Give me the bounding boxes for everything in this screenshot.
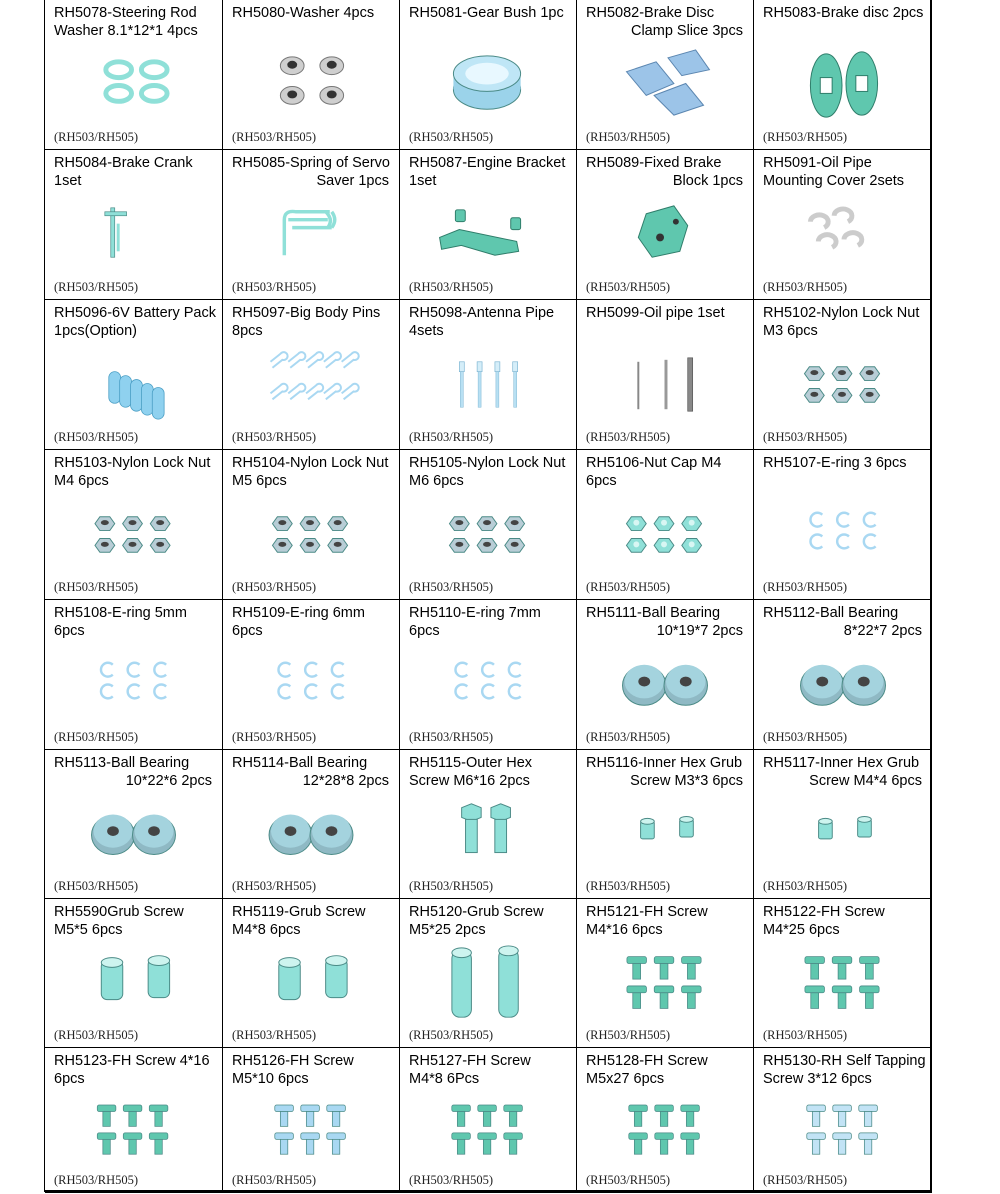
compatible-models: (RH503/RH505) xyxy=(232,430,317,444)
part-title-line-1: RH5110-E-ring 7mm xyxy=(409,605,541,621)
fh-screws-icon xyxy=(577,1092,753,1170)
parts-grid xyxy=(44,0,932,1192)
part-title-line-1: RH5106-Nut Cap M4 xyxy=(586,455,722,471)
part-title-line-2: 8*22*7 2pcs xyxy=(843,623,922,639)
compatible-models: (RH503/RH505) xyxy=(586,130,671,144)
part-title xyxy=(763,903,928,939)
compatible-models: (RH503/RH505) xyxy=(763,1028,848,1042)
part-title-line-1: RH5115-Outer Hex xyxy=(409,755,533,771)
part-title-line-2: 6pcs xyxy=(586,473,617,489)
compatible-models: (RH503/RH505) xyxy=(54,130,139,144)
part-cell xyxy=(45,150,223,300)
compatible-models: (RH503/RH505) xyxy=(54,280,139,294)
short-grub-icon xyxy=(577,794,753,876)
part-title-line-1: RH5127-FH Screw xyxy=(409,1053,531,1069)
compatible-models: (RH503/RH505) xyxy=(54,879,139,893)
compatible-models: (RH503/RH505) xyxy=(763,1173,848,1187)
antenna-pipe-icon xyxy=(400,344,576,427)
short-grub-icon xyxy=(754,794,932,876)
part-title-line-2: 8pcs xyxy=(232,323,263,339)
part-cell xyxy=(400,0,577,150)
part-cell xyxy=(577,750,754,899)
compatible-models: (RH503/RH505) xyxy=(54,1028,139,1042)
compatible-models: (RH503/RH505) xyxy=(763,430,848,444)
part-title xyxy=(409,4,572,22)
part-title xyxy=(586,604,749,640)
part-title xyxy=(54,154,218,190)
part-title xyxy=(409,604,572,640)
compatible-models: (RH503/RH505) xyxy=(586,879,671,893)
e-rings-icon xyxy=(223,644,399,727)
part-cell xyxy=(754,600,932,750)
part-title xyxy=(54,604,218,640)
part-title-line-1: RH5105-Nylon Lock Nut xyxy=(409,455,566,471)
spring-icon xyxy=(223,194,399,277)
part-title-line-2: M5*10 6pcs xyxy=(232,1071,309,1087)
part-title xyxy=(409,304,572,340)
part-cell xyxy=(400,1048,577,1193)
hex-screws-icon xyxy=(400,794,576,876)
compatible-models: (RH503/RH505) xyxy=(586,1173,671,1187)
lock-nuts-icon xyxy=(754,344,932,427)
part-title xyxy=(232,604,395,640)
part-title-line-1: RH5108-E-ring 5mm xyxy=(54,605,187,621)
part-title-line-2: 1pcs(Option) xyxy=(54,323,138,339)
part-title xyxy=(232,454,395,490)
compatible-models: (RH503/RH505) xyxy=(586,280,671,294)
part-cell xyxy=(754,1048,932,1193)
part-cell xyxy=(45,899,223,1048)
part-title-line-1: RH5116-Inner Hex Grub xyxy=(586,755,743,771)
compatible-models: (RH503/RH505) xyxy=(54,1173,139,1187)
part-title-line-1: RH5083-Brake disc 2pcs xyxy=(763,5,924,21)
part-cell xyxy=(45,750,223,899)
part-cell xyxy=(223,1048,400,1193)
compatible-models: (RH503/RH505) xyxy=(54,730,139,744)
part-title-line-1: RH5114-Ball Bearing xyxy=(232,755,368,771)
part-title-line-2: M5 6pcs xyxy=(232,473,287,489)
part-title xyxy=(586,454,749,490)
part-title-line-1: RH5096-6V Battery Pack xyxy=(54,305,216,321)
part-title-line-1: RH5117-Inner Hex Grub xyxy=(763,755,920,771)
brake-crank-icon xyxy=(45,194,222,277)
part-title-line-1: RH5078-Steering Rod xyxy=(54,5,197,21)
part-title-line-1: RH5097-Big Body Pins xyxy=(232,305,381,321)
part-cell xyxy=(223,600,400,750)
part-title-line-1: RH5089-Fixed Brake xyxy=(586,155,722,171)
compatible-models: (RH503/RH505) xyxy=(409,1173,494,1187)
part-title xyxy=(586,154,749,190)
part-title xyxy=(409,754,572,790)
compatible-models: (RH503/RH505) xyxy=(586,580,671,594)
part-title xyxy=(232,154,395,190)
part-cell xyxy=(223,150,400,300)
part-title xyxy=(232,4,395,22)
cup-washers-icon xyxy=(223,44,399,127)
brake-disc-icon xyxy=(754,44,932,127)
ball-bearings-icon xyxy=(223,794,399,876)
part-cell xyxy=(577,150,754,300)
part-title xyxy=(232,754,395,790)
part-title-line-2: M4*8 6Pcs xyxy=(409,1071,480,1087)
compatible-models: (RH503/RH505) xyxy=(409,730,494,744)
part-title-line-2: Clamp Slice 3pcs xyxy=(630,23,743,39)
part-title-line-1: RH5098-Antenna Pipe xyxy=(409,305,555,321)
part-cell xyxy=(577,899,754,1048)
battery-pack-icon xyxy=(45,344,222,427)
part-title xyxy=(54,4,218,40)
brake-block-icon xyxy=(577,194,753,277)
compatible-models: (RH503/RH505) xyxy=(586,730,671,744)
part-cell xyxy=(400,300,577,450)
engine-bracket-icon xyxy=(400,194,576,277)
compatible-models: (RH503/RH505) xyxy=(232,580,317,594)
part-cell xyxy=(754,0,932,150)
part-title-line-1: RH5080-Washer 4pcs xyxy=(232,5,375,21)
oil-pipe-icon xyxy=(577,344,753,427)
compatible-models: (RH503/RH505) xyxy=(763,130,848,144)
part-cell xyxy=(754,750,932,899)
part-title-line-2: Screw M4*4 6pcs xyxy=(809,773,922,789)
part-title xyxy=(763,304,928,340)
flat-washers-icon xyxy=(45,44,222,127)
part-title-line-2: Mounting Cover 2sets xyxy=(763,173,905,189)
part-title-line-2: 1set xyxy=(54,173,82,189)
part-title xyxy=(54,754,218,790)
part-title-line-1: RH5102-Nylon Lock Nut xyxy=(763,305,920,321)
compatible-models: (RH503/RH505) xyxy=(409,1028,494,1042)
lock-nuts-icon xyxy=(45,494,222,577)
part-title-line-1: RH5081-Gear Bush 1pc xyxy=(409,5,564,21)
part-title-line-2: M6 6pcs xyxy=(409,473,464,489)
part-title-line-2: Screw M6*16 2pcs xyxy=(409,773,530,789)
part-title-line-1: RH5085-Spring of Servo xyxy=(232,155,390,171)
part-cell xyxy=(400,750,577,899)
part-title xyxy=(586,1052,749,1088)
part-title-line-2: M5x27 6pcs xyxy=(586,1071,665,1087)
compatible-models: (RH503/RH505) xyxy=(232,1028,317,1042)
part-title xyxy=(763,1052,928,1088)
part-title-line-2: M4 6pcs xyxy=(54,473,109,489)
part-title xyxy=(232,1052,395,1088)
part-title-line-1: RH5123-FH Screw 4*16 xyxy=(54,1053,210,1069)
compatible-models: (RH503/RH505) xyxy=(586,1028,671,1042)
part-cell xyxy=(223,750,400,899)
part-title xyxy=(54,1052,218,1088)
part-title-line-1: RH5119-Grub Screw xyxy=(232,904,366,920)
part-cell xyxy=(45,1048,223,1193)
self-tapping-icon xyxy=(754,1092,932,1170)
compatible-models: (RH503/RH505) xyxy=(54,430,139,444)
compatible-models: (RH503/RH505) xyxy=(763,280,848,294)
part-title xyxy=(409,154,572,190)
part-title xyxy=(586,754,749,790)
lock-nuts-icon xyxy=(223,494,399,577)
compatible-models: (RH503/RH505) xyxy=(586,430,671,444)
compatible-models: (RH503/RH505) xyxy=(409,130,494,144)
part-cell xyxy=(45,450,223,600)
part-cell xyxy=(45,600,223,750)
part-title-line-1: RH5103-Nylon Lock Nut xyxy=(54,455,211,471)
part-title xyxy=(54,454,218,490)
part-title xyxy=(763,604,928,640)
part-title xyxy=(763,454,928,472)
part-title-line-2: M4*8 6pcs xyxy=(232,922,301,938)
part-title-line-1: RH5113-Ball Bearing xyxy=(54,755,190,771)
part-cell xyxy=(400,150,577,300)
e-rings-icon xyxy=(400,644,576,727)
part-cell xyxy=(45,0,223,150)
part-title xyxy=(232,304,395,340)
grub-screw-icon xyxy=(223,943,399,1025)
compatible-models: (RH503/RH505) xyxy=(409,580,494,594)
body-pins-icon xyxy=(223,344,399,427)
pipe-cover-icon xyxy=(754,194,932,277)
ball-bearings-icon xyxy=(577,644,753,727)
part-cell xyxy=(577,450,754,600)
part-title xyxy=(763,154,928,190)
part-title xyxy=(409,454,572,490)
part-title-line-1: RH5084-Brake Crank xyxy=(54,155,193,171)
fh-screws-icon xyxy=(754,943,932,1025)
part-title-line-1: RH5111-Ball Bearing xyxy=(586,605,721,621)
part-title xyxy=(586,903,749,939)
part-title-line-1: RH5128-FH Screw xyxy=(586,1053,708,1069)
compatible-models: (RH503/RH505) xyxy=(232,1173,317,1187)
part-cell xyxy=(400,899,577,1048)
part-cell xyxy=(45,300,223,450)
compatible-models: (RH503/RH505) xyxy=(409,430,494,444)
part-title-line-2: M4*25 6pcs xyxy=(763,922,840,938)
compatible-models: (RH503/RH505) xyxy=(232,730,317,744)
part-title xyxy=(232,903,395,939)
part-title-line-1: RH5112-Ball Bearing xyxy=(763,605,899,621)
lock-nuts-icon xyxy=(400,494,576,577)
part-title-line-1: RH5590Grub Screw xyxy=(54,904,184,920)
part-title-line-2: 10*22*6 2pcs xyxy=(125,773,212,789)
compatible-models: (RH503/RH505) xyxy=(763,879,848,893)
part-cell xyxy=(577,1048,754,1193)
fh-screws-icon xyxy=(400,1092,576,1170)
part-title-line-2: Washer 8.1*12*1 4pcs xyxy=(54,23,198,39)
part-cell xyxy=(577,600,754,750)
ball-bearings-icon xyxy=(45,794,222,876)
fh-screws-icon xyxy=(577,943,753,1025)
part-title xyxy=(409,903,572,939)
part-title-line-2: M5*25 2pcs xyxy=(409,922,486,938)
compatible-models: (RH503/RH505) xyxy=(232,280,317,294)
part-title-line-2: 6pcs xyxy=(232,623,263,639)
part-title-line-1: RH5091-Oil Pipe xyxy=(763,155,872,171)
part-title-line-2: 6pcs xyxy=(54,1071,85,1087)
part-title-line-2: M3 6pcs xyxy=(763,323,818,339)
nut-caps-icon xyxy=(577,494,753,577)
compatible-models: (RH503/RH505) xyxy=(232,879,317,893)
fh-screws-icon xyxy=(45,1092,222,1170)
compatible-models: (RH503/RH505) xyxy=(409,879,494,893)
part-title xyxy=(586,304,749,322)
part-cell xyxy=(577,300,754,450)
part-cell xyxy=(400,600,577,750)
fh-screws-blue-icon xyxy=(223,1092,399,1170)
part-title xyxy=(409,1052,572,1088)
part-cell xyxy=(223,0,400,150)
part-title-line-2: 1set xyxy=(409,173,437,189)
compatible-models: (RH503/RH505) xyxy=(763,580,848,594)
part-cell xyxy=(223,300,400,450)
part-cell xyxy=(223,899,400,1048)
part-title-line-1: RH5087-Engine Bracket xyxy=(409,155,566,171)
part-title-line-1: RH5121-FH Screw xyxy=(586,904,708,920)
part-title-line-2: M4*16 6pcs xyxy=(586,922,663,938)
part-title-line-1: RH5130-RH Self Tapping xyxy=(763,1053,926,1069)
part-title-line-2: 6pcs xyxy=(54,623,85,639)
grub-screw-icon xyxy=(45,943,222,1025)
part-title xyxy=(586,4,749,40)
part-cell xyxy=(223,450,400,600)
part-title-line-1: RH5122-FH Screw xyxy=(763,904,885,920)
part-title-line-2: Saver 1pcs xyxy=(316,173,389,189)
part-title-line-1: RH5126-FH Screw xyxy=(232,1053,354,1069)
compatible-models: (RH503/RH505) xyxy=(763,730,848,744)
compatible-models: (RH503/RH505) xyxy=(232,130,317,144)
part-title-line-2: Block 1pcs xyxy=(672,173,743,189)
part-title-line-1: RH5107-E-ring 3 6pcs xyxy=(763,455,907,471)
part-title-line-1: RH5082-Brake Disc xyxy=(586,5,715,21)
e-rings-icon xyxy=(45,644,222,727)
part-title xyxy=(54,304,218,340)
part-cell xyxy=(754,300,932,450)
part-title xyxy=(763,4,928,22)
part-cell xyxy=(577,0,754,150)
compatible-models: (RH503/RH505) xyxy=(409,280,494,294)
clamp-slice-icon xyxy=(577,44,753,127)
part-cell xyxy=(754,899,932,1048)
part-title xyxy=(54,903,218,939)
part-cell xyxy=(754,150,932,300)
part-title-line-2: Screw 3*12 6pcs xyxy=(763,1071,872,1087)
part-title-line-2: Screw M3*3 6pcs xyxy=(630,773,743,789)
part-cell xyxy=(400,450,577,600)
e-rings-icon xyxy=(754,494,932,577)
part-title-line-2: 4sets xyxy=(409,323,444,339)
ball-bearings-icon xyxy=(754,644,932,727)
part-title-line-1: RH5099-Oil pipe 1set xyxy=(586,305,725,321)
part-title-line-2: 6pcs xyxy=(409,623,440,639)
part-title-line-1: RH5109-E-ring 6mm xyxy=(232,605,365,621)
gear-bush-icon xyxy=(400,44,576,127)
part-title-line-2: 10*19*7 2pcs xyxy=(656,623,743,639)
part-title-line-1: RH5120-Grub Screw xyxy=(409,904,544,920)
compatible-models: (RH503/RH505) xyxy=(54,580,139,594)
part-title-line-2: M5*5 6pcs xyxy=(54,922,123,938)
long-grub-icon xyxy=(400,943,576,1025)
part-title-line-1: RH5104-Nylon Lock Nut xyxy=(232,455,389,471)
part-title xyxy=(763,754,928,790)
part-cell xyxy=(754,450,932,600)
part-title-line-2: 12*28*8 2pcs xyxy=(302,773,389,789)
